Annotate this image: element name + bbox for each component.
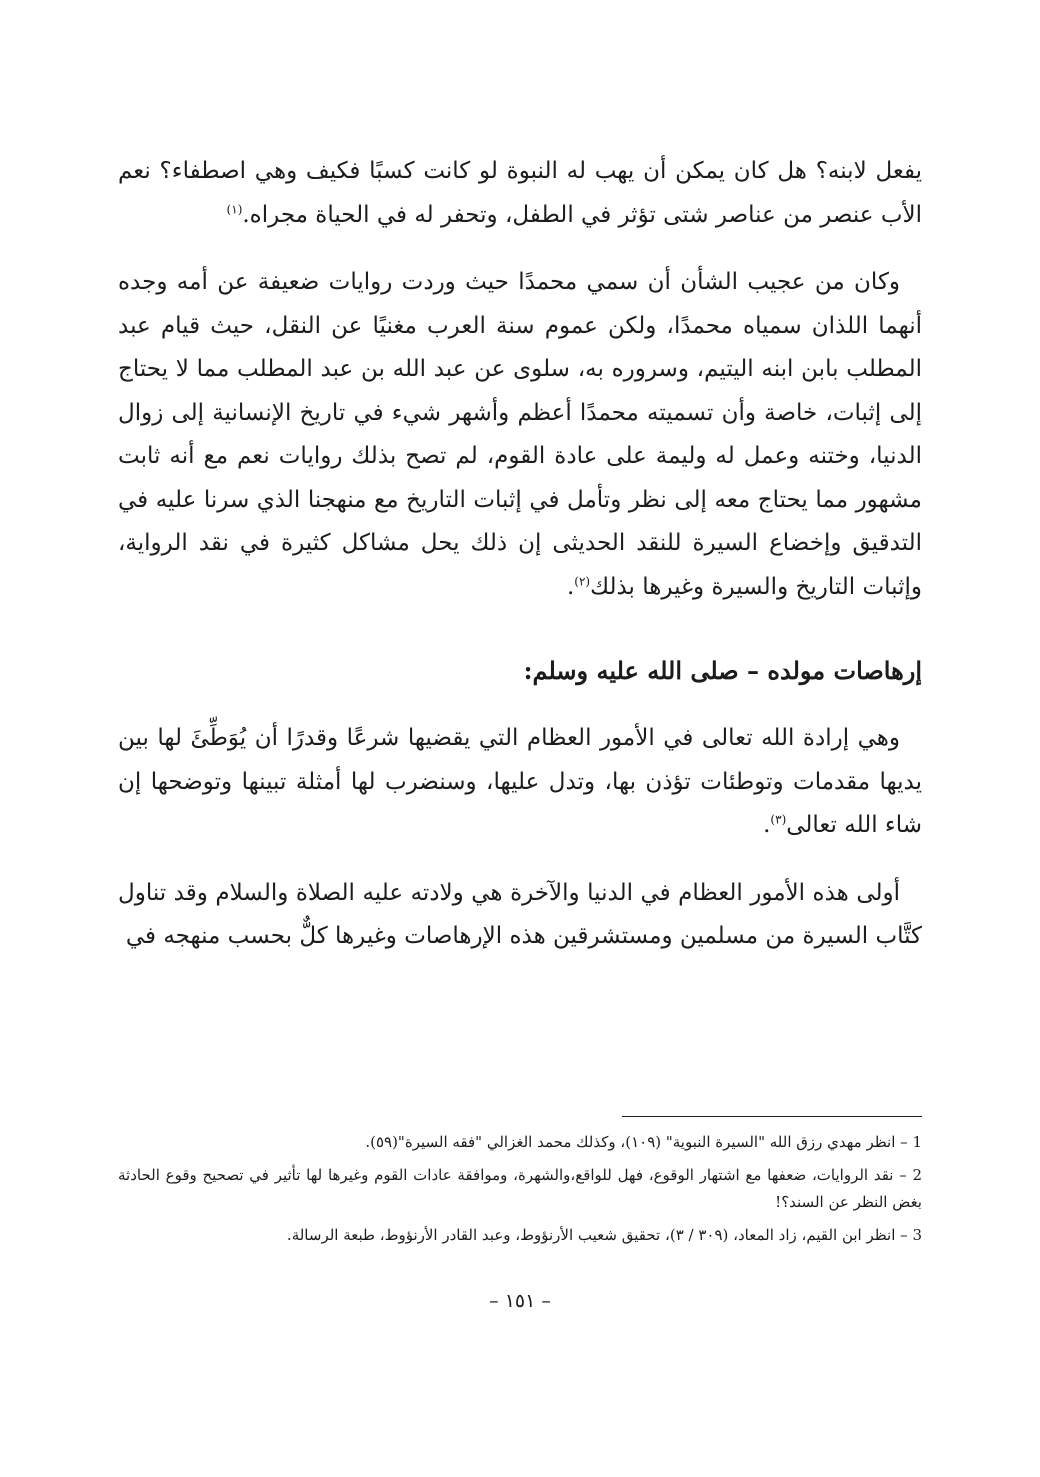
paragraph-2	[118, 261, 922, 609]
footnote-separator	[622, 1116, 922, 1117]
footnote-1	[118, 1129, 922, 1156]
footnote-2	[118, 1162, 922, 1216]
footnote-ref-3[interactable]: (٣)	[770, 812, 787, 827]
footnote-text: – نقد الروايات، ضعفها مع اشتهار الوقوع، فهل للواقع،والشهرة، وموافقة عادات القوم وغيرها لها تأثير في تصحيح وقوع الحادثة بغض النظر عن السند؟!	[118, 1166, 922, 1211]
paragraph-1-text: يفعل لابنه؟ هل كان يمكن أن يهب له النبوة لو كانت كسبًا فكيف وهي اصطفاء؟ نعم الأب عنصر من عناصر شتى تؤثر في الطفل، وتحفر له في الحياة مجراه.	[118, 158, 922, 228]
paragraph-1	[118, 150, 922, 237]
section-heading: إرهاصات مولده – صلى الله عليه وسلم:	[523, 656, 922, 685]
footnote-number: 1	[912, 1133, 922, 1151]
paragraph-4	[118, 872, 922, 959]
footnote-number: 2	[912, 1166, 922, 1184]
paragraph-4-text: أولى هذه الأمور العظام في الدنيا والآخرة هي ولادته عليه الصلاة والسلام وقد تناول كتَّاب السيرة من مسلمين ومستشرقين هذه الإرهاصات وغيرها كلٌّ بحسب منهجه في	[118, 879, 922, 949]
paragraph-2-text: وكان من عجيب الشأن أن سمي محمدًا حيث وردت روايات ضعيفة عن أمه وجده أنهما اللذان سمياه محمدًا، ولكن عموم سنة العرب مغنيًا عن النقل، حيث قيام عبد المطلب بابن ابنه اليتيم، وسروره به، سلوى عن عبد الله بن عبد المطلب مما لا يحتاج إلى إثبات، خاصة وأن تسميته محمدًا أعظم وأشهر شيء في تاريخ الإنسانية إلى زوال الدنيا، وختنه وعمل له وليمة على عادة القوم، لم تصح بذلك روايات نعم مع أنه ثابت مشهور مما يحتاج معه إلى نظر وتأمل في إثبات التاريخ مع منهجنا الذي سرنا عليه في التدقيق وإخضاع السيرة للنقد الحديثى إن ذلك يحل مشاكل كثيرة في نقد الرواية، وإثبات التاريخ والسيرة وغيرها بذلك	[118, 269, 922, 600]
paragraph-3-text: وهي إرادة الله تعالى في الأمور العظام التي يقضيها شرعًا وقدرًا أن يُوَطِّئَ لها بين يديها مقدمات وتوطئات تؤذن بها، وتدل عليها، وسنضرب لها أمثلة تبينها وتوضحها إن شاء الله تعالى	[118, 725, 922, 838]
footnote-text: – انظر ابن القيم، زاد المعاد، (٣٠٩ / ٣)، تحقيق شعيب الأرنؤوط، وعبد القادر الأرنؤوط، طبعة الرسالة.	[286, 1226, 908, 1244]
main-text	[118, 150, 922, 959]
paragraph-3	[118, 717, 922, 848]
footnote-text: – انظر مهدي رزق الله "السيرة النبوية" (١٠٩)، وكذلك محمد الغزالي "فقه السيرة"(٥٩).	[365, 1133, 908, 1151]
footnote-ref-2[interactable]: (٢)	[574, 573, 591, 588]
paragraph-2-tail: .	[566, 573, 575, 600]
footnote-number: 3	[912, 1226, 922, 1244]
footnote-3	[118, 1222, 922, 1249]
footnote-ref-1[interactable]: (١)	[226, 201, 243, 216]
paragraph-3-tail: .	[763, 812, 771, 838]
footnotes	[118, 1116, 922, 1255]
page-number: – ١٥١ –	[489, 1290, 551, 1312]
